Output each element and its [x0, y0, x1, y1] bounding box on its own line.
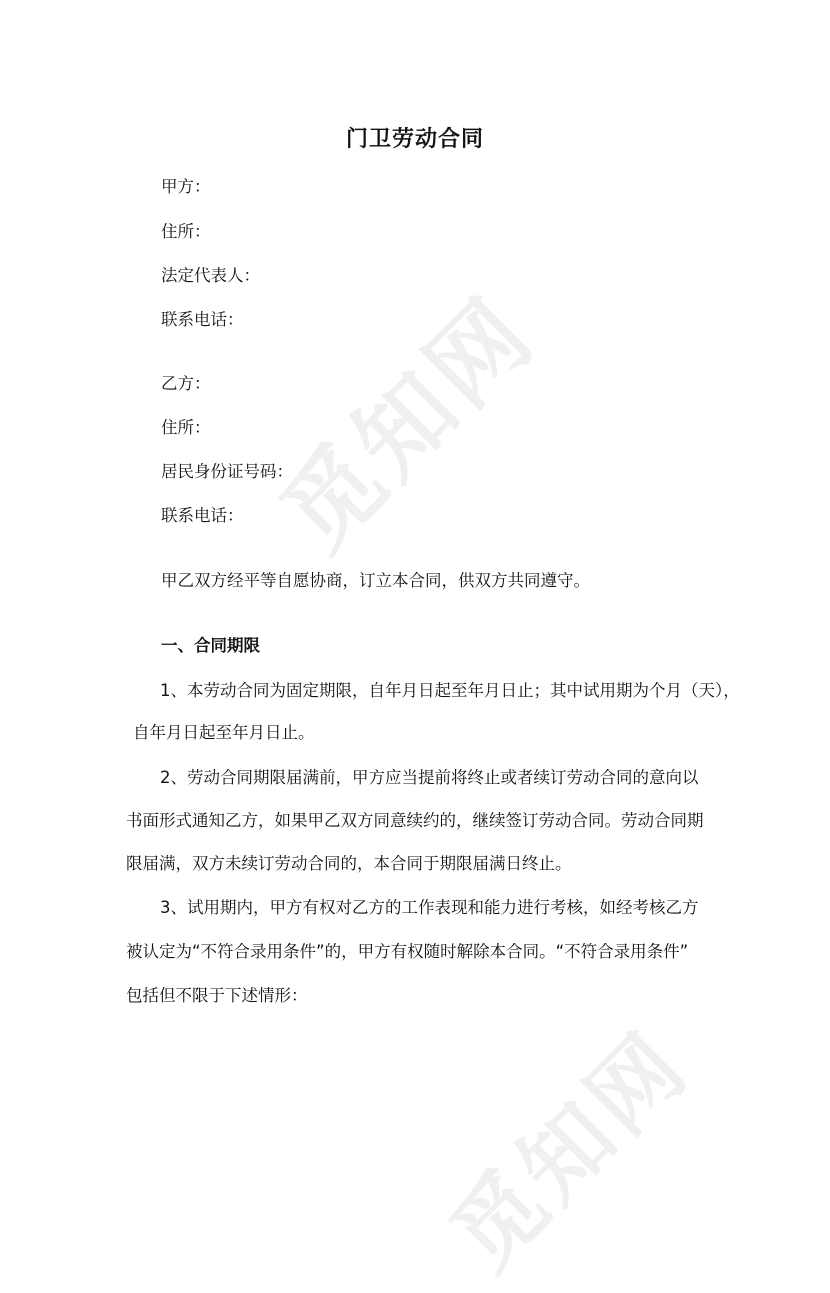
party-a-address-label: 住所： — [161, 222, 211, 241]
clause-2-line-1: 2、劳动合同期限届满前，甲方应当提前将终止或者续订劳动合同的意向以 — [160, 768, 699, 787]
clause-2-line-3: 限届满，双方未续订劳动合同的，本合同于期限届满日终止。 — [126, 854, 572, 873]
party-b-name-label: 乙方： — [161, 374, 211, 393]
party-b-id-label: 居民身份证号码： — [161, 462, 293, 481]
section-heading: 一、合同期限 — [161, 636, 260, 655]
party-a-phone-label: 联系电话： — [161, 310, 244, 329]
clause-3-line-1: 3、试用期内，甲方有权对乙方的工作表现和能力进行考核，如经考核乙方 — [160, 898, 699, 917]
party-b-phone-label: 联系电话： — [161, 506, 244, 525]
watermark: 觅知网 — [260, 276, 557, 572]
clause-1-line-1: 1、本劳动合同为固定期限，自年月日起至年月日止；其中试用期为个月（天）， — [160, 681, 740, 700]
watermark: 觅知网 — [431, 1012, 709, 1290]
intro-paragraph: 甲乙双方经平等自愿协商，订立本合同，供双方共同遵守。 — [161, 571, 590, 590]
clause-1-line-2: 自年月日起至年月日止。 — [133, 723, 315, 742]
document-title: 门卫劳动合同 — [345, 127, 484, 152]
clause-2-line-2: 书面形式通知乙方，如果甲乙双方同意续约的，继续签订劳动合同。劳动合同期 — [126, 811, 704, 830]
party-a-name-label: 甲方： — [161, 177, 211, 196]
party-a-legal-rep-label: 法定代表人： — [161, 266, 260, 285]
clause-3-line-2: 被认定为“不符合录用条件”的，甲方有权随时解除本合同。“不符合录用条件” — [126, 942, 689, 961]
party-b-address-label: 住所： — [161, 418, 211, 437]
clause-3-line-3: 包括但不限于下述情形： — [126, 986, 308, 1005]
